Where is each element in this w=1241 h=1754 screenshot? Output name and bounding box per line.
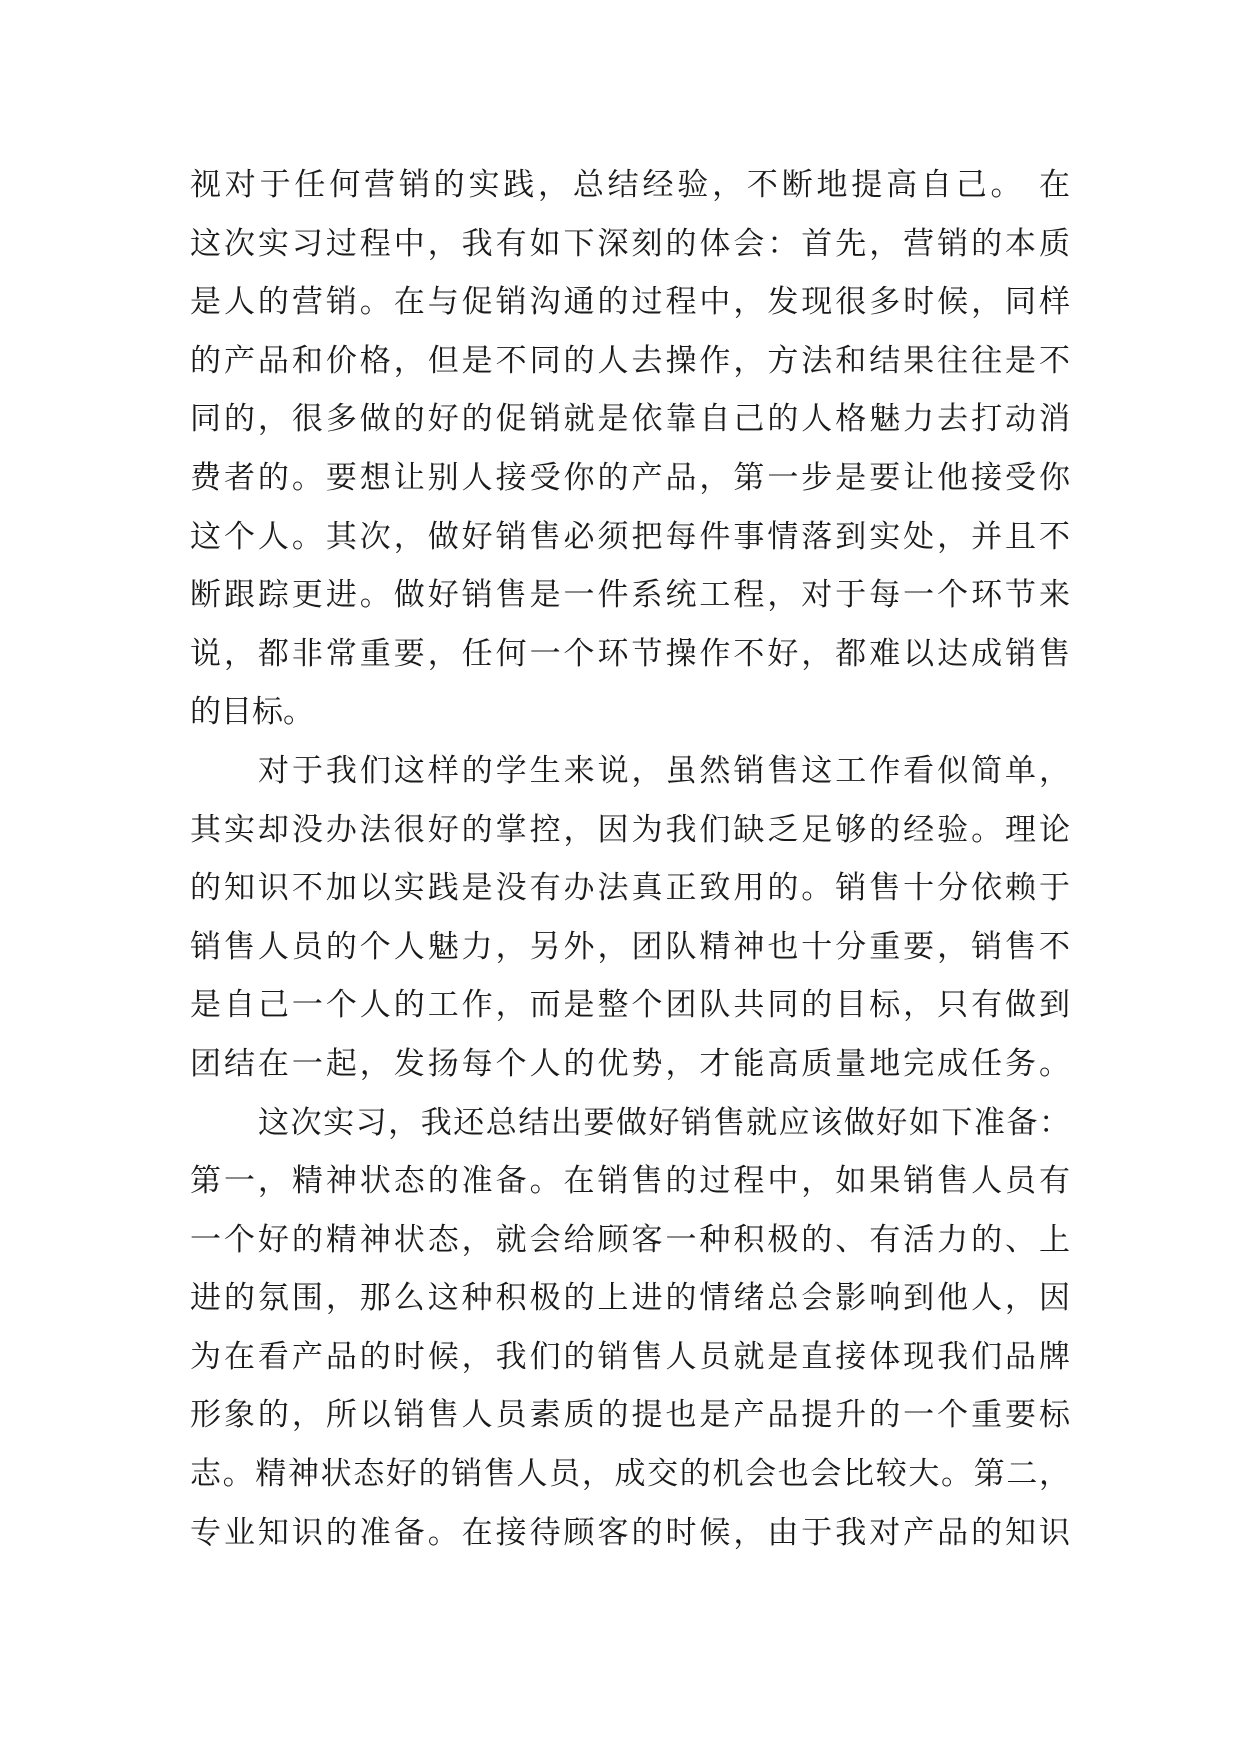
text-line: 这次实习，我还总结出要做好销售就应该做好如下准备： [258,1104,1070,1141]
text-line: 视对于任何营销的实践，总结经验，不断地提高自己。 在 [190,167,1070,203]
body-text [190,156,1070,1562]
text-line: 的目标。 [190,694,314,731]
text-line: 志。精神状态好的销售人员，成交的机会也会比较大。第二， [190,1456,1070,1493]
text-line: 销售人员的个人魅力，另外，团队精神也十分重要，销售不 [190,928,1070,965]
text-line: 对于我们这样的学生来说，虽然销售这工作看似简单， [258,752,1070,789]
text-line: 的产品和价格，但是不同的人去操作，方法和结果往往是不 [190,342,1070,379]
text-line: 形象的，所以销售人员素质的提也是产品提升的一个重要标 [190,1397,1070,1434]
text-line: 是自己一个人的工作，而是整个团队共同的目标，只有做到 [190,987,1070,1024]
text-line: 团结在一起，发扬每个人的优势，才能高质量地完成任务。 [190,1045,1070,1082]
text-line: 这次实习过程中，我有如下深刻的体会：首先，营销的本质 [190,225,1070,262]
text-line: 其实却没办法很好的掌控，因为我们缺乏足够的经验。理论 [190,811,1070,848]
text-line: 是人的营销。在与促销沟通的过程中，发现很多时候，同样 [190,284,1070,321]
text-line: 说，都非常重要，任何一个环节操作不好，都难以达成销售 [190,635,1070,672]
text-line: 断跟踪更进。做好销售是一件系统工程，对于每一个环节来 [190,577,1070,614]
text-line: 第一，精神状态的准备。在销售的过程中，如果销售人员有 [190,1163,1070,1200]
text-line: 进的氛围，那么这种积极的上进的情绪总会影响到他人，因 [190,1280,1070,1317]
text-line: 一个好的精神状态，就会给顾客一种积极的、有活力的、上 [190,1221,1070,1258]
text-line: 这个人。其次，做好销售必须把每件事情落到实处，并且不 [190,518,1070,555]
text-line: 的知识不加以实践是没有办法真正致用的。销售十分依赖于 [190,870,1070,907]
text-line: 专业知识的准备。在接待顾客的时候，由于我对产品的知识 [190,1514,1070,1551]
text-line: 为在看产品的时候，我们的销售人员就是直接体现我们品牌 [190,1338,1070,1375]
text-line: 费者的。要想让别人接受你的产品，第一步是要让他接受你 [190,459,1070,496]
text-line: 同的，很多做的好的促销就是依靠自己的人格魅力去打动消 [190,401,1070,438]
